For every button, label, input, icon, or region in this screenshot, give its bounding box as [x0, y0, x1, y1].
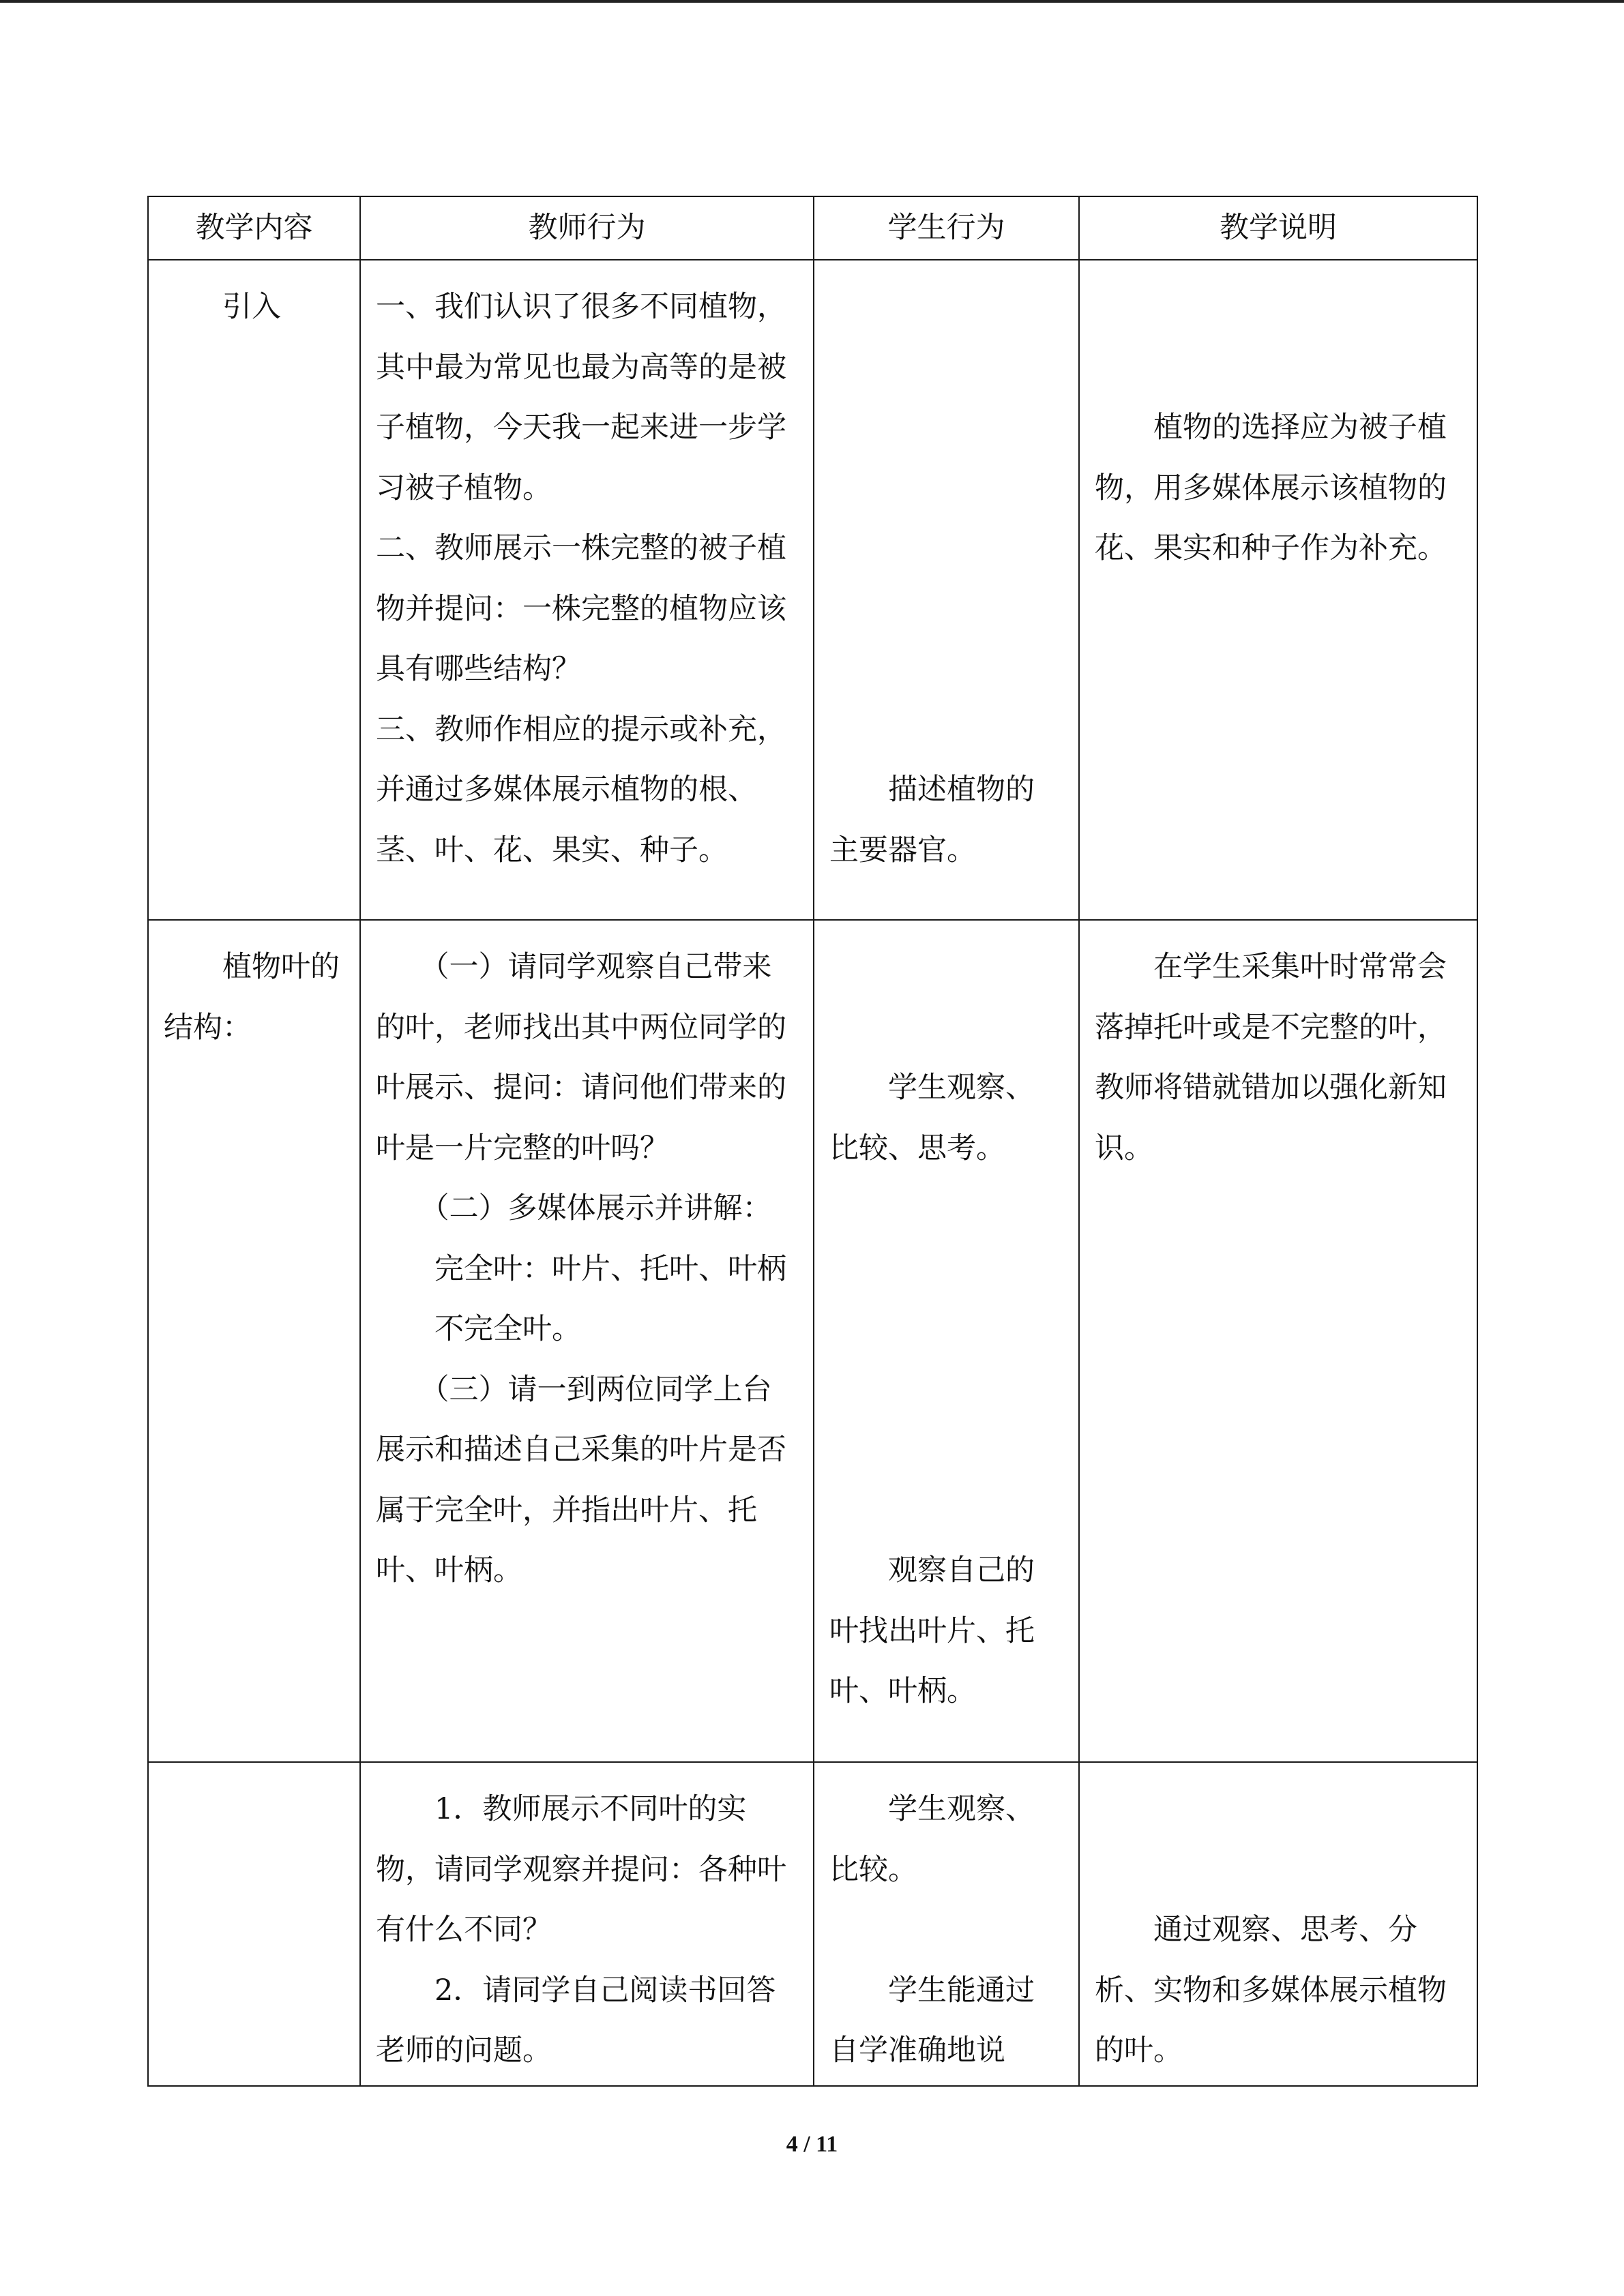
cell-student	[814, 260, 1079, 920]
cell-teacher	[360, 1762, 814, 2086]
spacer	[829, 1900, 1063, 1960]
cell-text: 植物叶的结构：	[164, 950, 340, 1045]
cell-text: 二、教师展示一株完整的被子植物并提问：一株完整的植物应该具有哪些结构？	[376, 531, 786, 686]
cell-note	[1079, 260, 1477, 920]
cell-text: （三）请一到两位同学上台展示和描述自己采集的叶片是否属于完全叶，并指出叶片、托叶、叶柄。	[376, 1372, 786, 1587]
cell-student	[814, 920, 1079, 1762]
cell-content	[148, 260, 360, 920]
cell-text: 1．教师展示不同叶的实物，请同学观察并提问：各种叶有什么不同？	[376, 1792, 786, 1947]
spacer	[1095, 277, 1462, 398]
cell-text: 学生观察、比较、思考。	[829, 1071, 1035, 1165]
spacer	[829, 937, 1063, 1058]
cell-text: （一）请同学观察自己带来的叶，老师找出其中两位同学的叶展示、提问：请问他们带来的叶是一片完整的叶吗？	[376, 950, 786, 1165]
table-row-leaf-structure	[148, 920, 1477, 1762]
spacer	[829, 1178, 1063, 1540]
table-row-introduction	[148, 260, 1477, 920]
cell-text: 描述植物的主要器官。	[829, 773, 1035, 867]
cell-text: 完全叶：叶片、托叶、叶柄	[376, 1251, 786, 1286]
cell-content	[148, 1762, 360, 2086]
cell-text: 学生能通过自学准确地说	[829, 1973, 1035, 2068]
cell-text: （二）多媒体展示并讲解：	[376, 1191, 772, 1225]
cell-text: 2．请同学自己阅读书回答老师的问题。	[376, 1973, 776, 2068]
cell-text: 学生观察、比较。	[829, 1792, 1035, 1887]
header-teaching-notes: 教学说明	[1079, 196, 1477, 260]
table-header-row	[148, 196, 1477, 260]
cell-note	[1079, 1762, 1477, 2086]
table-row-leaf-types	[148, 1762, 1477, 2086]
page-top-border	[0, 0, 1624, 3]
cell-content	[148, 920, 360, 1762]
lesson-plan-table	[147, 196, 1478, 2087]
cell-text: 不完全叶。	[376, 1312, 581, 1346]
cell-text: 通过观察、思考、分析、实物和多媒体展示植物的叶。	[1095, 1913, 1447, 2068]
cell-student	[814, 1762, 1079, 2086]
header-student-behavior: 学生行为	[814, 196, 1079, 260]
page-number: 4 / 11	[786, 2132, 838, 2157]
cell-text: 植物的选择应为被子植物，用多媒体展示该植物的花、果实和种子作为补充。	[1095, 411, 1447, 565]
cell-note	[1079, 920, 1477, 1762]
spacer	[829, 277, 1063, 760]
cell-text: 三、教师作相应的提示或补充，并通过多媒体展示植物的根、茎、叶、花、果实、种子。	[376, 712, 786, 867]
header-teaching-content: 教学内容	[148, 196, 360, 260]
header-teacher-behavior: 教师行为	[360, 196, 814, 260]
cell-text: 观察自己的叶找出叶片、托叶、叶柄。	[829, 1553, 1035, 1708]
cell-teacher	[360, 920, 814, 1762]
spacer	[1095, 1779, 1462, 1900]
cell-text: 在学生采集叶时常常会落掉托叶或是不完整的叶，教师将错就错加以强化新知识。	[1095, 950, 1447, 1165]
cell-text: 一、我们认识了很多不同植物，其中最为常见也最为高等的是被子植物，今天我一起来进一步学习被子植物。	[376, 290, 786, 505]
cell-teacher	[360, 260, 814, 920]
cell-text: 引入	[164, 290, 281, 324]
